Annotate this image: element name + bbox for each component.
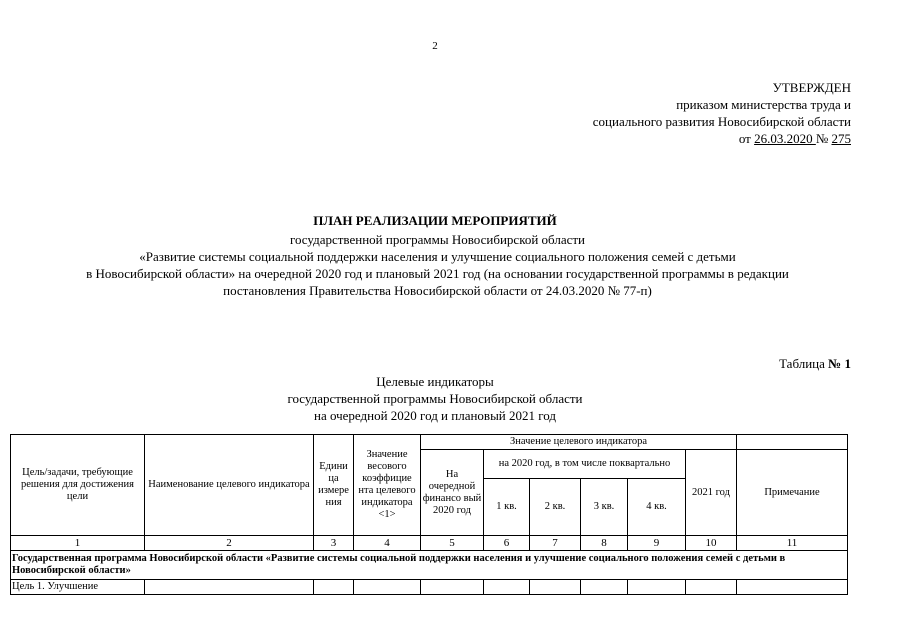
plan-subtitle-line-4: постановления Правительства Новосибирской области от 24.03.2020 № 77-п)	[223, 283, 652, 298]
column-number: 9	[628, 536, 686, 551]
table-cell	[628, 580, 686, 595]
column-number-row	[11, 536, 848, 551]
indicators-title-line-1: Целевые индикаторы	[376, 374, 494, 389]
column-number: 8	[581, 536, 628, 551]
approval-stamp	[593, 79, 851, 147]
column-number: 3	[314, 536, 354, 551]
column-number: 4	[354, 536, 421, 551]
header-blank	[737, 435, 848, 450]
approval-line-3: социального развития Новосибирской области	[592, 114, 851, 129]
header-note: Примечание	[737, 450, 848, 536]
header-unit: Едини ца измере ния	[314, 435, 354, 536]
program-row	[11, 551, 848, 580]
plan-subtitle-line-1: государственной программы Новосибирской области	[289, 232, 586, 247]
indicators-title-line-2: государственной программы Новосибирской области	[287, 391, 583, 406]
goal-row	[11, 580, 848, 595]
table-cell	[314, 580, 354, 595]
table-label-prefix: Таблица	[779, 356, 829, 371]
header-value-group: Значение целевого индикатора	[421, 435, 737, 450]
column-number: 6	[484, 536, 530, 551]
plan-subtitle-line-2: «Развитие системы социальной поддержки населения и улучшение социального положения семей с детьми	[139, 249, 736, 264]
table-label	[779, 356, 851, 372]
header-q1: 1 кв.	[484, 479, 530, 536]
table-header-row-1	[11, 435, 848, 450]
plan-title: ПЛАН РЕАЛИЗАЦИИ МЕРОПРИЯТИЙ	[313, 213, 557, 228]
approval-number: 275	[831, 131, 851, 146]
header-q4: 4 кв.	[628, 479, 686, 536]
approval-line-2: приказом министерства труда и	[676, 97, 851, 112]
program-name-cell: Государственная программа Новосибирской области «Развитие системы социальной поддержки населения и улучшение социального положения семей с детьми в Новосибирской области»	[11, 551, 848, 580]
indicators-title-line-3: на очередной 2020 год и плановый 2021 год	[313, 408, 557, 423]
goal-cell: Цель 1. Улучшение	[11, 580, 145, 595]
header-goal: Цель/задачи, требующие решения для достижения цели	[11, 435, 145, 536]
table-cell	[354, 580, 421, 595]
indicators-title	[0, 373, 870, 424]
approval-number-prefix: №	[815, 131, 832, 146]
column-number: 10	[686, 536, 737, 551]
column-number: 1	[11, 536, 145, 551]
approval-date-line	[593, 130, 851, 147]
approval-date: 26.03.2020	[754, 131, 816, 146]
table-label-number: № 1	[828, 356, 851, 371]
approval-line-1: УТВЕРЖДЕН	[772, 80, 851, 95]
table-cell	[581, 580, 628, 595]
header-2021: 2021 год	[686, 450, 737, 536]
header-next-year: На очередной финансо вый 2020 год	[421, 450, 484, 536]
column-number: 11	[737, 536, 848, 551]
table-cell	[737, 580, 848, 595]
table-cell	[484, 580, 530, 595]
approval-date-prefix: от	[738, 131, 755, 146]
table-cell	[530, 580, 581, 595]
column-number: 5	[421, 536, 484, 551]
indicators-table	[10, 434, 848, 595]
table-cell	[421, 580, 484, 595]
page-number: 2	[432, 40, 438, 52]
header-quarterly: на 2020 год, в том числе поквартально	[484, 450, 686, 479]
table-cell	[145, 580, 314, 595]
table-cell	[686, 580, 737, 595]
header-q2: 2 кв.	[530, 479, 581, 536]
column-number: 2	[145, 536, 314, 551]
header-weight: Значение весового коэффицие нта целевого индикатора <1>	[354, 435, 421, 536]
plan-subtitle	[20, 231, 855, 299]
plan-subtitle-line-3: в Новосибирской области» на очередной 2020 год и плановый 2021 год (на основании государственной программы в редакции	[86, 266, 789, 281]
header-indicator-name: Наименование целевого индикатора	[145, 435, 314, 536]
column-number: 7	[530, 536, 581, 551]
header-q3: 3 кв.	[581, 479, 628, 536]
